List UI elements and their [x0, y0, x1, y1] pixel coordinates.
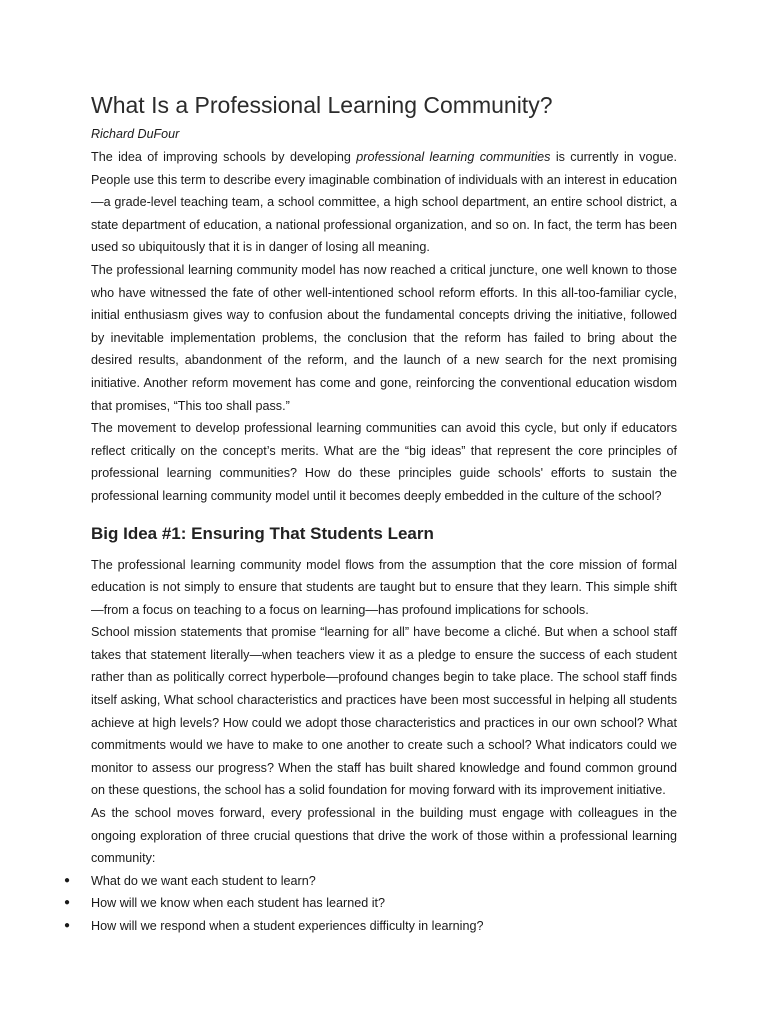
- bullet-icon: ●: [64, 874, 71, 886]
- bullet-icon: ●: [64, 920, 71, 931]
- question-text: How will we respond when a student experiences difficulty in learning?: [91, 919, 484, 933]
- intro-p1-rest: is currently in vogue. People use this term to describe every imaginable combination of individuals with an interest in education—a grade-level teaching team, a school committee, a high school department, an entire school district, a state department of education, a national professional organization, and so on. In fact, the term has been used so ubiquitously that it is in danger of losing all meaning.: [91, 150, 677, 255]
- question-text: How will we know when each student has learned it?: [91, 896, 386, 911]
- big-idea-1-paragraph-2: School mission statements that promise “learning for all” have become a cliché. But when a school staff takes that statement literally—when teachers view it as a pledge to ensure the success of each student rather than as politically correct hyperbole—profound changes begin to take place. The school staff finds itself asking, What school characteristics and practices have been most successful in helping all students achieve at high levels? How could we adopt those characteristics and practices in our own school? What commitments would we have to make to one another to create such a school? What indicators could we monitor to assess our progress? When the staff has built shared knowledge and found common ground on these questions, the school has a solid foundation for moving forward with its improvement initiative.: [91, 625, 677, 798]
- question-text: What do we want each student to learn?: [91, 873, 316, 888]
- big-idea-1-paragraph-3: As the school moves forward, every professional in the building must engage with colleagues in the ongoing exploration of three crucial questions that drive the work of those within a professional learning community:: [91, 806, 677, 866]
- author-byline: Richard DuFour: [91, 127, 180, 141]
- intro-paragraph-1: [91, 146, 677, 259]
- list-item: [64, 892, 677, 915]
- list-item: [64, 870, 677, 893]
- page-title: What Is a Professional Learning Community?: [91, 92, 553, 118]
- intro-paragraph-3: The movement to develop professional learning communities can avoid this cycle, but only if educators reflect critically on the concept’s merits. What are the “big ideas” that represent the core principles of professional learning communities? How do these principles guide schools' efforts to sustain the professional learning community model until it becomes deeply embedded in the culture of the school?: [91, 421, 677, 503]
- intro-paragraph-2: The professional learning community model has now reached a critical juncture, one well known to those who have witnessed the fate of other well-intentioned school reform efforts. In this all-too-familiar cycle, initial enthusiasm gives way to confusion about the fundamental concepts driving the initiative, followed by inevitable implementation problems, the conclusion that the reform has failed to bring about the desired results, abandonment of the reform, and the launch of a new search for the next promising initiative. Another reform movement has come and gone, reinforcing the conventional education wisdom that promises, “This too shall pass.”: [91, 262, 677, 413]
- section-heading-big-idea-1: Big Idea #1: Ensuring That Students Learn: [91, 523, 434, 543]
- crucial-questions-list: [64, 870, 677, 938]
- list-item: [64, 915, 677, 938]
- big-idea-1-paragraph-1: The professional learning community model flows from the assumption that the core mission of formal education is not simply to ensure that students are taught but to ensure that they learn. This simple shift—from a focus on teaching to a focus on learning—has profound implications for schools.: [91, 557, 677, 617]
- intro-p1-emphasis: professional learning communities: [356, 150, 551, 164]
- bullet-icon: ●: [64, 897, 71, 909]
- intro-p1-lead: The idea of improving schools by developing: [91, 150, 357, 164]
- document-page: [64, 90, 677, 938]
